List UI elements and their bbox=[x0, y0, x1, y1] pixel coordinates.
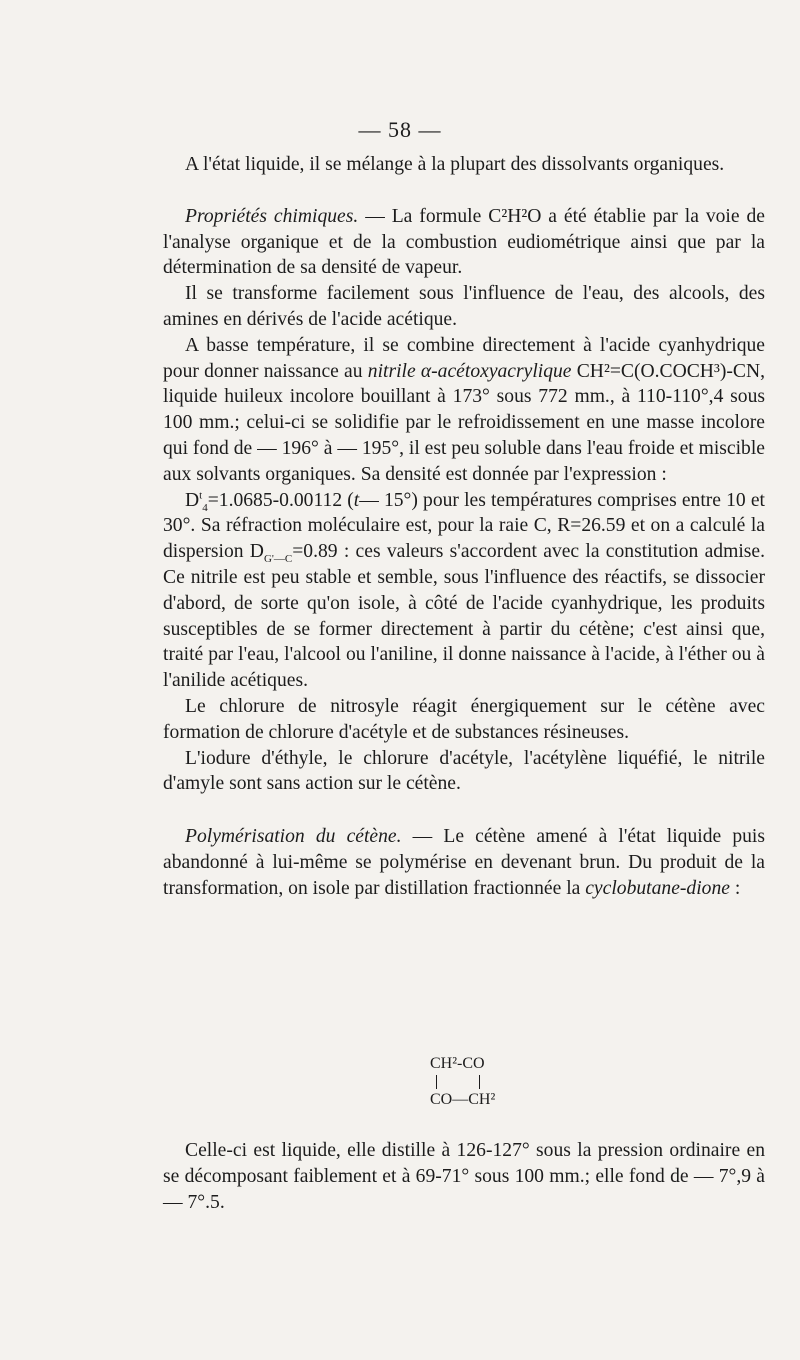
section-heading-polymerisation: Polymérisation du cétène. bbox=[185, 826, 402, 848]
paragraph-3: Il se transforme facilement sous l'influence de l'eau, des alcools, des amines en dérivés de l'acide acétique. bbox=[163, 283, 765, 330]
paragraph-4 bbox=[163, 333, 765, 488]
paragraph-7: L'iodure d'éthyle, le chlorure d'acétyle, l'acétylène liquéfié, le nitrile d'amyle sont sans action sur le cétène. bbox=[163, 747, 765, 795]
bond-left bbox=[436, 1075, 437, 1089]
paragraph-5-text-d: =0.89 : ces valeurs s'accordent avec la constitution admise. Ce nitrile est peu stable et semble, sous l'influence des réactifs, se dissocier d'abord, de sorte qu'on isole, à côté de l'acide cyanhydrique, les produits susceptibles de se former directement à partir du cétène; c'est ainsi que, traité par l'eau, l'alcool ou l'aniline, il donne naissance à l'acide, à l'éther ou à l'anilide acétiques. bbox=[163, 541, 765, 692]
paragraph-9: Celle-ci est liquide, elle distille à 126-127° sous la pression ordinaire en se décomposant faiblement et à 69-71° sous 100 mm.; elle fond de — 7°,9 à — 7°.5. bbox=[163, 1140, 765, 1213]
dispersion-sub: G'—C bbox=[263, 553, 293, 566]
paragraph-4-italic: nitrile α-acétoxyacrylique bbox=[367, 360, 572, 382]
paragraph-2-text: — La formule C²H²O a été établie par la voie de l'analyse organique et de la combustion eudiométrique ainsi que par la détermination de sa densité de vapeur. bbox=[163, 205, 765, 279]
paragraph-1: A l'état liquide, il se mélange à la plupart des dissolvants organiques. bbox=[185, 154, 725, 175]
page-number: — 58 — bbox=[358, 117, 442, 142]
paragraph-2 bbox=[163, 204, 765, 281]
formula-line-2: CO—CH² bbox=[430, 1091, 496, 1108]
paragraph-5 bbox=[163, 488, 765, 694]
formula-line-1: CH²-CO bbox=[430, 1055, 485, 1072]
temperature-variable: t bbox=[353, 489, 360, 511]
paragraph-4-text-b: CH²=C(O.COCH³)-CN, liquide huileux incolore bouillant à 173° sous 772 mm., à 110-110°,4 sous 100 mm.; celui-ci se solidifie par le refroidissement en une masse incolore qui fond de — 196° à — 195°, il est peu soluble dans l'eau froide et miscible aux solvants organiques. Sa densité est donnée par l'expression : bbox=[163, 360, 765, 485]
density-sup: t bbox=[199, 489, 203, 502]
section-heading-properties: Propriétés chimiques. bbox=[185, 205, 359, 227]
text-body bbox=[163, 152, 765, 902]
paragraph-8-text-b: : bbox=[729, 877, 741, 899]
paragraph-8 bbox=[163, 824, 765, 901]
paragraph-8-text-a: — Le cétène amené à l'état liquide puis abandonné à lui-même se polymérise en devenant brun. Du produit de la transformation, on isole par distillation fractionnée la bbox=[163, 826, 765, 899]
paragraph-5-text-b: =1.0685-0.00112 ( bbox=[207, 489, 354, 511]
density-symbol: D bbox=[185, 489, 200, 511]
paragraph-5-text-c: — 15°) pour les températures comprises entre 10 et 30°. Sa réfraction moléculaire est, pour la raie C, R=26.59 et on a calculé la dispersion D bbox=[163, 489, 765, 563]
text-tail bbox=[163, 1138, 765, 1215]
bond-right bbox=[479, 1075, 480, 1089]
paragraph-8-italic: cyclobutane-dione bbox=[585, 877, 730, 899]
structural-formula bbox=[430, 1053, 550, 1111]
paragraph-4-text-a: A basse température, il se combine directement à l'acide cyanhydrique pour donner naissance au bbox=[163, 334, 765, 382]
density-sub: 4 bbox=[202, 501, 208, 514]
paragraph-6: Le chlorure de nitrosyle réagit énergiquement sur le cétène avec formation de chlorure d'acétyle et de substances résineuses. bbox=[163, 695, 765, 743]
formula-bonds bbox=[430, 1075, 550, 1089]
